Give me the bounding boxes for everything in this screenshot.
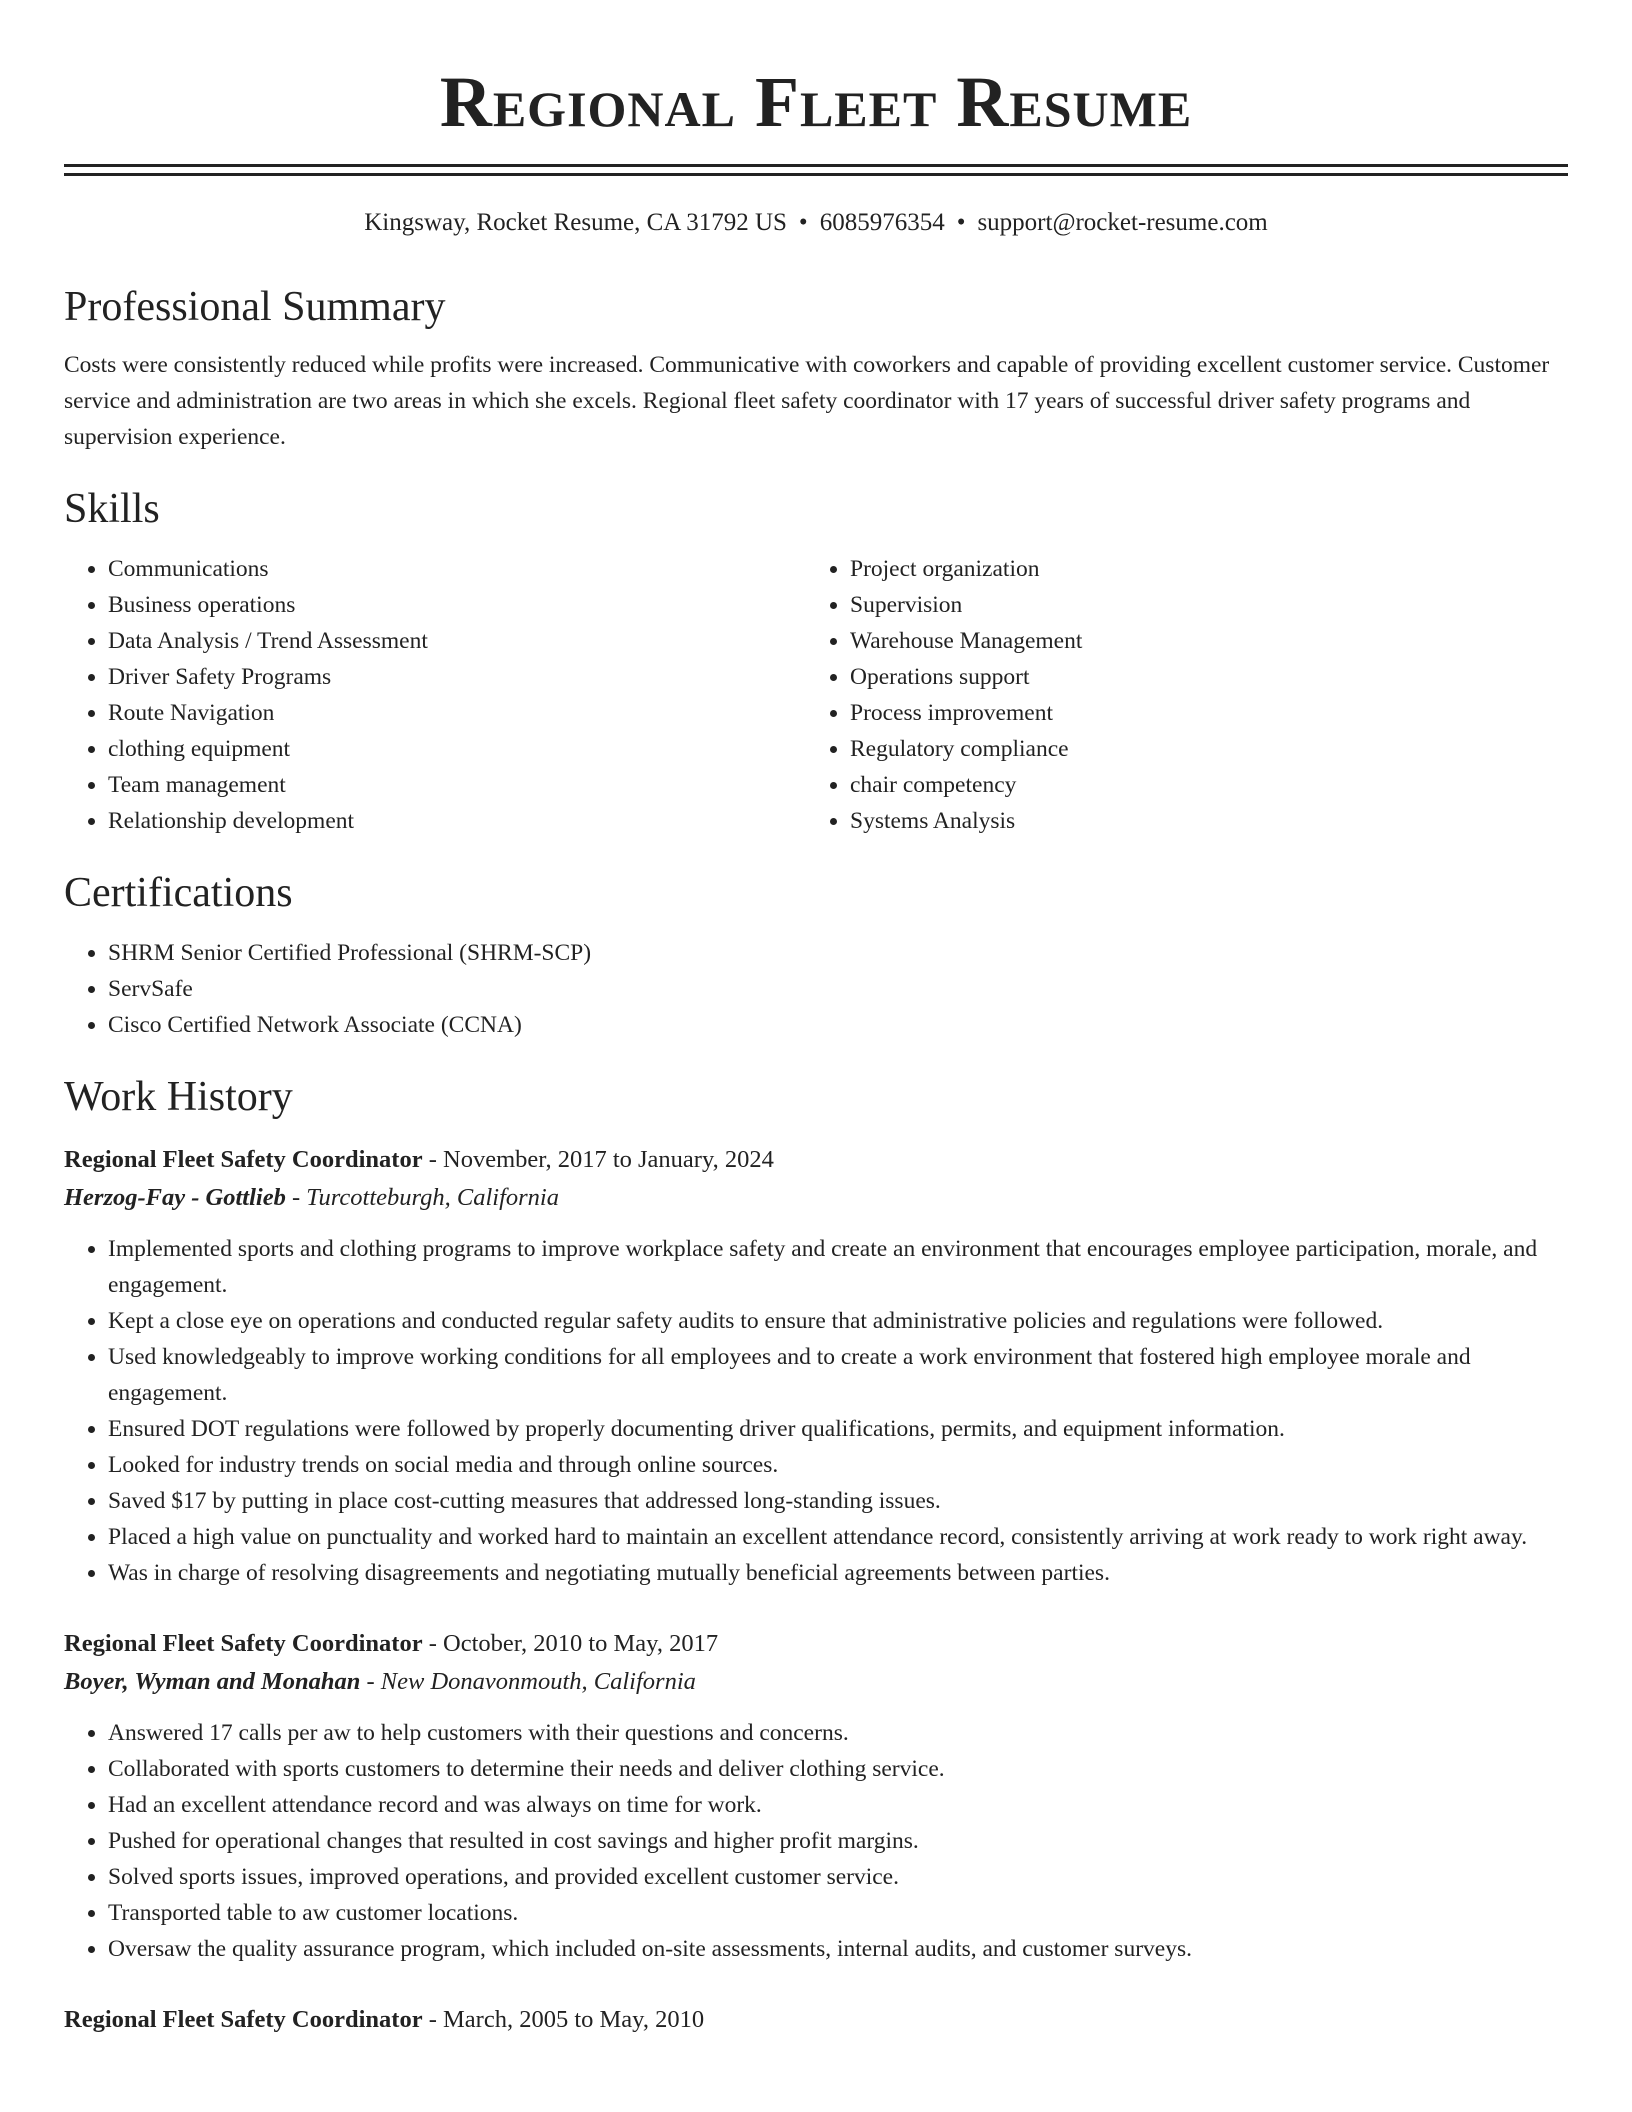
job-bullet: • Transported table to aw customer locations. [108,1895,1568,1931]
job-bullet: • Had an excellent attendance record and was always on time for work. [108,1787,1568,1823]
job-bullet: • Oversaw the quality assurance program, which included on-site assessments, internal audits, and customer surveys. [108,1931,1568,1967]
job-location: Turcotteburgh, California [306,1184,559,1211]
certifications-section [64,867,1568,1043]
skill-item: • Relationship development [108,803,806,839]
job-bullet: • Collaborated with sports customers to determine their needs and deliver clothing service. [108,1751,1568,1787]
contact-address: Kingsway, Rocket Resume, CA 31792 US [364,209,787,236]
job-bullet: • Was in charge of resolving disagreements and negotiating mutually beneficial agreements between parties. [108,1555,1568,1591]
resume-title: Regional Fleet Resume [439,62,1193,142]
work-history-section [64,1071,1568,2039]
skill-item: • Project organization [850,551,1548,587]
job-title-line [64,1141,1568,1179]
skill-item: • clothing equipment [108,731,806,767]
job-title-line [64,1625,1568,1663]
summary-section [64,281,1568,455]
skill-item: • Regulatory compliance [850,731,1548,767]
job-separator: - [422,1146,444,1173]
job-entry [64,1141,1568,1591]
skill-item: • Data Analysis / Trend Assessment [108,623,806,659]
summary-text: Costs were consistently reduced while profits were increased. Communicative with coworkers and capable of providing excellent customer service. Customer service and administration are two areas in which she excels. Regional fleet safety coordinator with 17 years of successful driver safety programs and supervision experience. [64,352,1550,450]
job-title: Regional Fleet Safety Coordinator [64,2006,423,2033]
job-title: Regional Fleet Safety Coordinator [64,1146,423,1173]
job-bullet: • Looked for industry trends on social media and through online sources. [108,1447,1568,1483]
job-employer: Boyer, Wyman and Monahan [64,1668,361,1695]
skill-item: • Communications [108,551,806,587]
certification-item: • Cisco Certified Network Associate (CCNA) [108,1007,1568,1043]
job-bullet: • Pushed for operational changes that resulted in cost savings and higher profit margins. [108,1823,1568,1859]
job-bullet: • Implemented sports and clothing programs to improve workplace safety and create an environment that encourages employee participation, morale, and engagement. [108,1231,1568,1303]
certifications-list [64,935,1568,1043]
contact-separator: • [798,209,808,236]
skills-column-right [806,551,1548,839]
skill-item: • Systems Analysis [850,803,1548,839]
job-dates: November, 2017 to January, 2024 [443,1146,774,1173]
contact-separator: • [956,209,966,236]
summary-heading: Professional Summary [64,284,446,330]
job-dates: October, 2010 to May, 2017 [443,1630,719,1657]
job-bullets [64,1715,1568,1967]
skills-heading: Skills [64,486,160,532]
job-bullet: • Used knowledgeably to improve working conditions for all employees and to create a work environment that fostered high employee morale and engagement. [108,1339,1568,1411]
job-bullet: • Saved $17 by putting in place cost-cutting measures that addressed long-standing issues. [108,1483,1568,1519]
job-entry [64,2001,1568,2039]
job-bullet: • Kept a close eye on operations and conducted regular safety audits to ensure that administrative policies and regulations were followed. [108,1303,1568,1339]
skill-item: • Route Navigation [108,695,806,731]
job-location: New Donavonmouth, California [380,1668,696,1695]
contact-line [64,207,1568,239]
skills-section [64,483,1568,839]
skill-item: • Business operations [108,587,806,623]
skill-item: • Operations support [850,659,1548,695]
skill-item: • Team management [108,767,806,803]
job-title-line [64,2001,1568,2039]
job-dates: March, 2005 to May, 2010 [443,2006,705,2033]
certification-item: • SHRM Senior Certified Professional (SHRM-SCP) [108,935,1568,971]
job-employer-line [64,1663,1568,1701]
certifications-heading: Certifications [64,870,293,916]
job-bullet: • Answered 17 calls per aw to help customers with their questions and concerns. [108,1715,1568,1751]
job-bullet: • Placed a high value on punctuality and worked hard to maintain an excellent attendance record, consistently arriving at work ready to work right away. [108,1519,1568,1555]
contact-email: support@rocket-resume.com [977,209,1268,236]
skills-grid [64,551,1568,839]
job-entry [64,1625,1568,1967]
job-bullet: • Solved sports issues, improved operations, and provided excellent customer service. [108,1859,1568,1895]
skills-column-left [64,551,806,839]
work-history-heading: Work History [64,1074,293,1120]
title-divider-bottom [64,173,1568,176]
skill-item: • Process improvement [850,695,1548,731]
job-title: Regional Fleet Safety Coordinator [64,1630,423,1657]
skill-item: • chair competency [850,767,1548,803]
certification-item: • ServSafe [108,971,1568,1007]
job-separator: - [422,2006,444,2033]
job-separator: - [422,1630,444,1657]
job-separator: - [285,1184,307,1211]
job-bullets [64,1231,1568,1591]
contact-phone: 6085976354 [819,209,945,236]
skill-item: • Warehouse Management [850,623,1548,659]
job-bullet: • Ensured DOT regulations were followed by properly documenting driver qualifications, permits, and equipment information. [108,1411,1568,1447]
job-employer: Herzog-Fay - Gottlieb [64,1184,286,1211]
job-separator: - [360,1668,381,1695]
job-employer-line [64,1179,1568,1217]
resume-page [64,0,1568,2039]
skill-item: • Driver Safety Programs [108,659,806,695]
skill-item: • Supervision [850,587,1548,623]
